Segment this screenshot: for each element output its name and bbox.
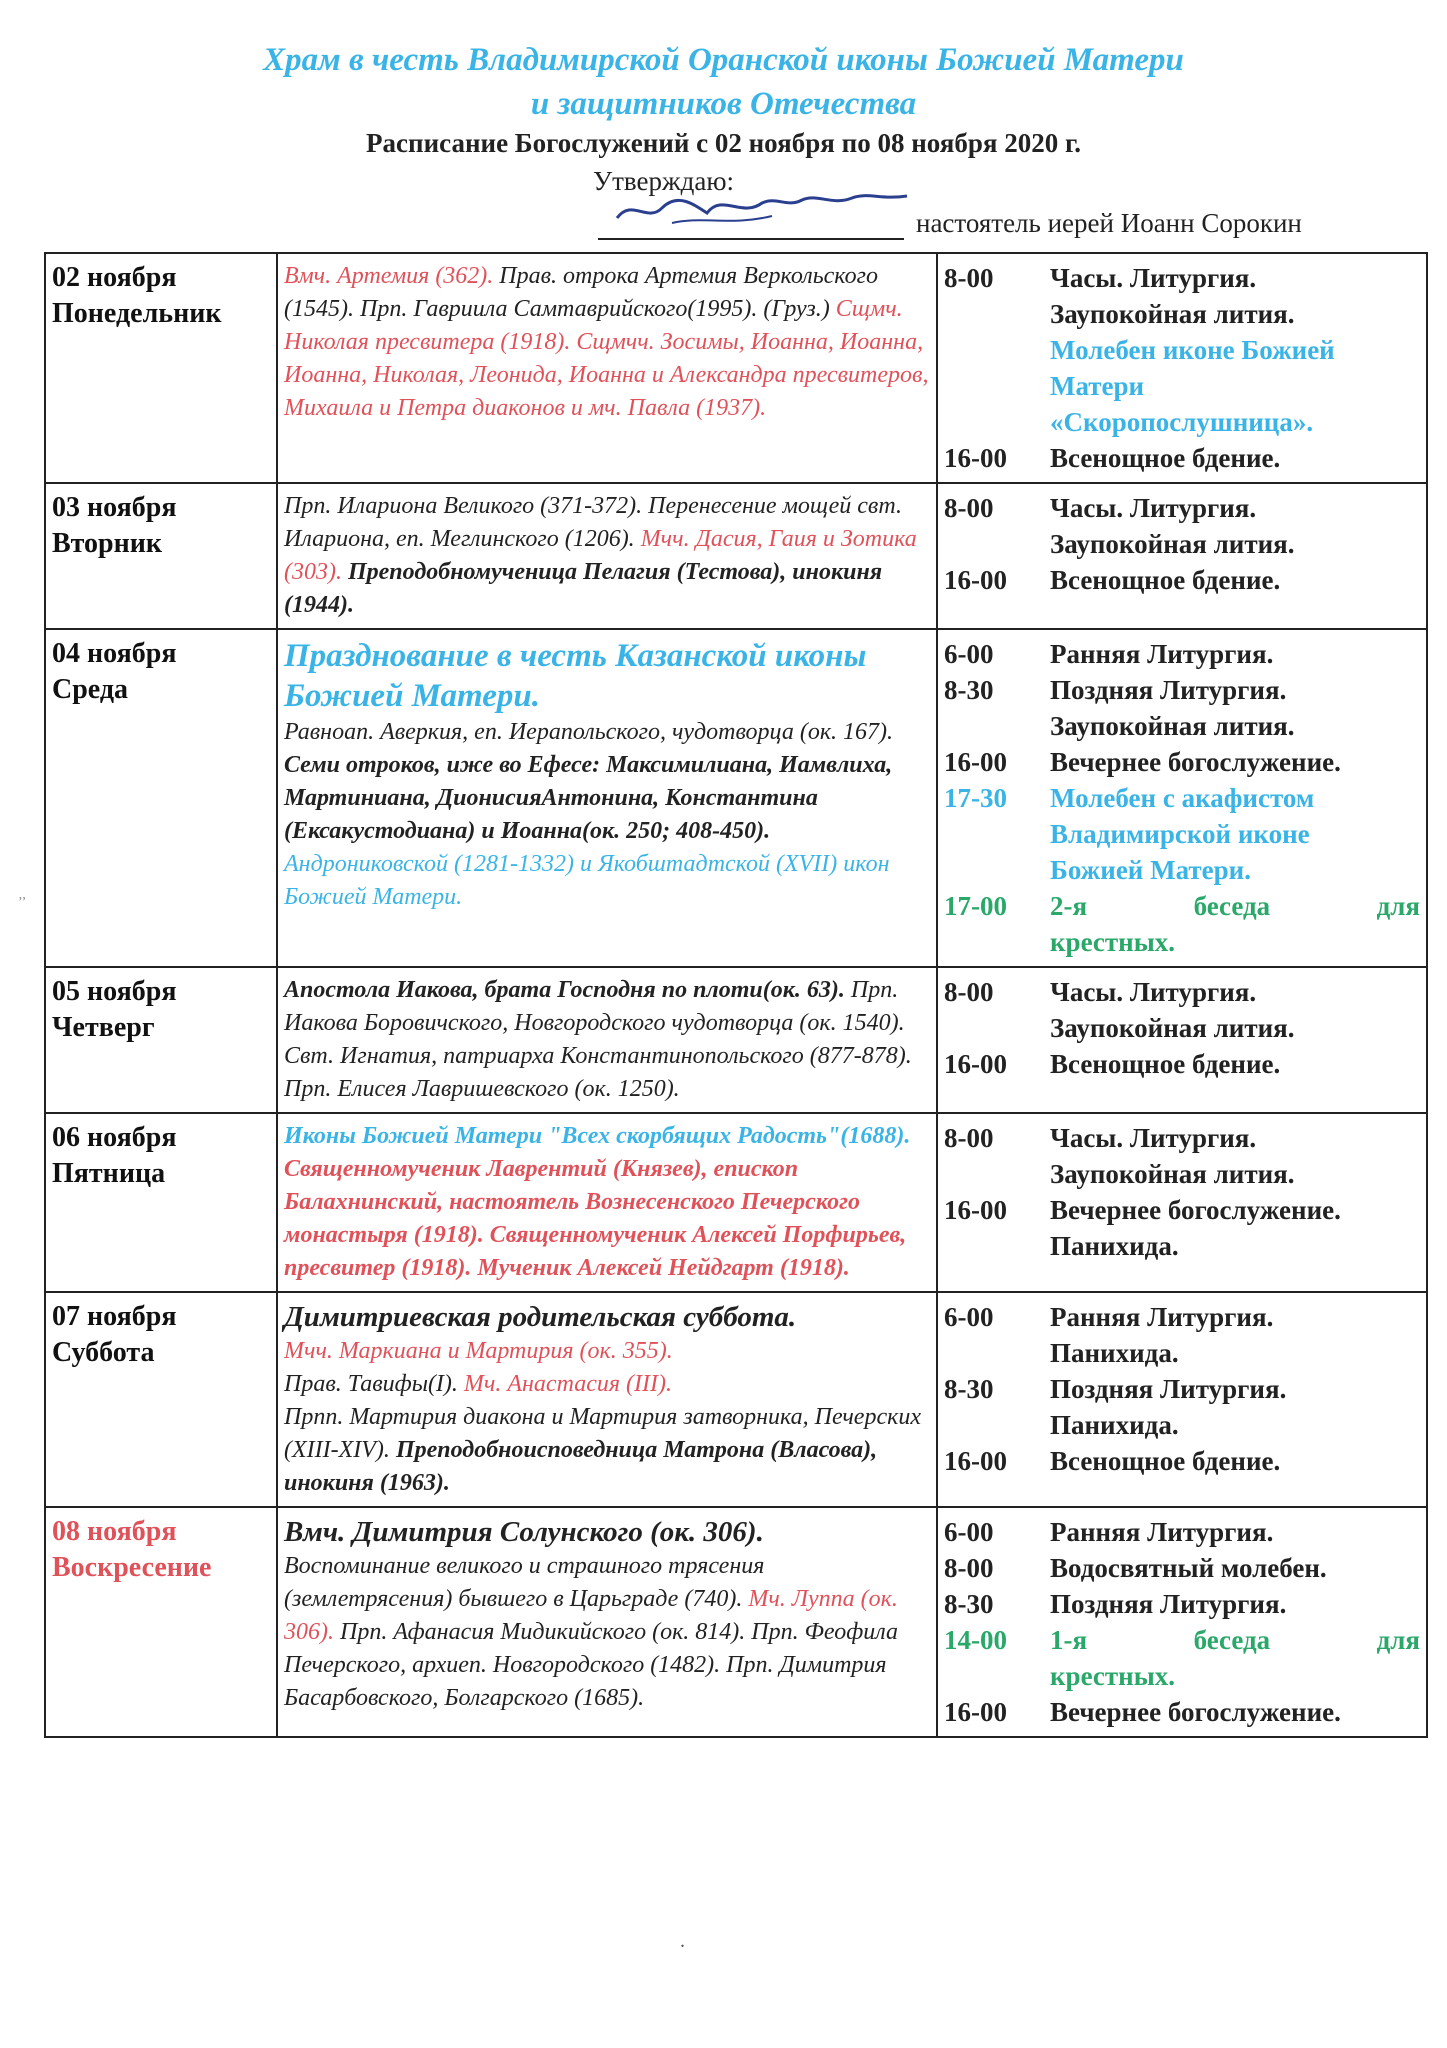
approve-label: Утверждаю:: [593, 166, 735, 196]
services-cell: [1044, 253, 1427, 483]
saint-text: Мч. Луппа (ок. 306).: [284, 1586, 898, 1645]
saint-text: Прп. Иакова Боровичского, Новгородского чудотворца (ок. 1540). Свт. Игнатия, патриарха Константинопольского (877-878). Прп. Елисея Лавришевского (ок. 1250).: [284, 977, 912, 1102]
day-date: 07 ноября: [52, 1301, 177, 1332]
saint-text: Димитриевская родительская суббота.: [284, 1301, 797, 1333]
service-time: [944, 852, 1038, 888]
service-name: Ранняя Литургия.: [1050, 1517, 1274, 1547]
services-cell: [1044, 1292, 1427, 1507]
service-name: Часы. Литургия.: [1050, 493, 1257, 523]
times-cell: [937, 967, 1044, 1113]
service-time: 16-00: [944, 747, 1007, 777]
saint-text: Мч. Анастасия (III).: [463, 1371, 672, 1397]
day-cell: [45, 629, 277, 967]
service-name: Матери: [1050, 371, 1145, 401]
day-cell: [45, 1113, 277, 1292]
service-name: Всенощное бдение.: [1050, 565, 1281, 595]
table-row: [45, 253, 1427, 483]
saint-text: Андрониковской (1281-1332) и Якобштадтской (XVII) икон Божией Матери.: [284, 851, 890, 910]
service-name: [1050, 888, 1420, 924]
service-time: [944, 924, 1038, 960]
service-name: Заупокойная лития.: [1050, 1159, 1295, 1189]
service-time: 6-00: [944, 1517, 994, 1547]
services-cell: [1044, 1113, 1427, 1292]
service-name: Молебен с акафистом: [1050, 783, 1315, 813]
service-time: [944, 1010, 1038, 1046]
service-name: Вечернее богослужение.: [1050, 1697, 1341, 1727]
service-time: 16-00: [944, 1049, 1007, 1079]
service-time: [944, 1228, 1038, 1264]
service-name: Панихида.: [1050, 1231, 1179, 1261]
service-time: [944, 1335, 1038, 1371]
day-weekday: Четверг: [52, 1012, 155, 1043]
service-name: Часы. Литургия.: [1050, 1123, 1257, 1153]
saint-text: Иконы Божией Матери "Всех скорбящих Радость"(1688).: [284, 1123, 911, 1149]
times-cell: [937, 1507, 1044, 1737]
service-time: 14-00: [944, 1625, 1007, 1655]
service-name: Всенощное бдение.: [1050, 1049, 1281, 1079]
service-time: 17-00: [944, 891, 1007, 921]
day-date: 08 ноября: [52, 1516, 177, 1547]
service-word: беседа: [1193, 891, 1271, 921]
service-time: [944, 332, 1038, 368]
times-cell: [937, 1113, 1044, 1292]
service-time: 8-00: [944, 263, 994, 293]
service-word: 2-я: [1050, 891, 1088, 921]
services-cell: [1044, 967, 1427, 1113]
service-name: [1050, 1622, 1420, 1658]
saint-text: Прп. Афанасия Мидикийского (ок. 814). Прп. Феофила Печерского, архиеп. Новгородского (1482). Прп. Димитрия Басарбовского, Болгарского (1685).: [284, 1619, 899, 1711]
saint-text: Преподобномученица Пелагия (Тестова), инокиня (1944).: [284, 559, 883, 618]
service-name: Поздняя Литургия.: [1050, 675, 1287, 705]
service-time: [944, 296, 1038, 332]
services-cell: [1044, 629, 1427, 967]
saints-cell: [277, 1113, 937, 1292]
table-row: [45, 1292, 1427, 1507]
service-name: крестных.: [1050, 927, 1176, 957]
service-time: 6-00: [944, 639, 994, 669]
saints-cell: [277, 967, 937, 1113]
schedule-table: [44, 252, 1428, 1738]
service-name: Ранняя Литургия.: [1050, 1302, 1274, 1332]
service-name: «Скоропослушница».: [1050, 407, 1314, 437]
signature-line: [598, 238, 904, 240]
service-time: [944, 368, 1038, 404]
table-row: [45, 1113, 1427, 1292]
service-time: 16-00: [944, 1195, 1007, 1225]
times-cell: [937, 629, 1044, 967]
service-name: Водосвятный молебен.: [1050, 1553, 1327, 1583]
service-name: Всенощное бдение.: [1050, 443, 1281, 473]
service-time: [944, 1658, 1038, 1694]
service-time: [944, 816, 1038, 852]
saints-cell: [277, 629, 937, 967]
saints-cell: [277, 1507, 937, 1737]
service-name: Часы. Литургия.: [1050, 977, 1257, 1007]
church-title-line1: Храм в честь Владимирской Оранской иконы Божией Матери: [263, 42, 1184, 78]
service-time: 8-00: [944, 1553, 994, 1583]
service-name: Владимирской иконе: [1050, 819, 1310, 849]
saints-cell: [277, 253, 937, 483]
saint-text: Мчч. Маркиана и Мартирия (ок. 355).: [284, 1338, 673, 1364]
service-time: 16-00: [944, 443, 1007, 473]
saint-text: Прп. Илариона Великого (371-372). Перенесение мощей свт. Илариона, еп. Меглинского (1206).: [284, 493, 902, 552]
service-time: 8-30: [944, 675, 994, 705]
times-cell: [937, 483, 1044, 629]
table-row: [45, 1507, 1427, 1737]
table-row: [45, 967, 1427, 1113]
times-cell: [937, 1292, 1044, 1507]
day-cell: [45, 1292, 277, 1507]
service-name: Панихида.: [1050, 1338, 1179, 1368]
day-cell: [45, 967, 277, 1113]
service-time: 16-00: [944, 1697, 1007, 1727]
saint-text: Мчч. Дасия, Гаия и Зотика (303).: [284, 526, 917, 585]
service-time: 16-00: [944, 565, 1007, 595]
day-date: 05 ноября: [52, 976, 177, 1007]
service-name: Часы. Литургия.: [1050, 263, 1257, 293]
service-name: Вечернее богослужение.: [1050, 747, 1341, 777]
service-time: 8-30: [944, 1374, 994, 1404]
day-date: 03 ноября: [52, 492, 177, 523]
service-word: для: [1376, 891, 1420, 921]
service-name: Заупокойная лития.: [1050, 1013, 1295, 1043]
services-cell: [1044, 483, 1427, 629]
table-row: [45, 483, 1427, 629]
service-name: Божией Матери.: [1050, 855, 1251, 885]
saints-cell: [277, 1292, 937, 1507]
day-weekday: Вторник: [52, 528, 163, 559]
service-time: 8-00: [944, 977, 994, 1007]
service-name: Заупокойная лития.: [1050, 711, 1295, 741]
service-word: для: [1376, 1625, 1420, 1655]
scan-mark: ’’: [18, 895, 27, 910]
saints-cell: [277, 483, 937, 629]
day-weekday: Понедельник: [52, 298, 222, 329]
saint-text: Прав. Тавифы(I).: [284, 1371, 464, 1397]
saint-text: Прпп. Мартирия диакона и Мартирия затворника, Печерских (XIII-XIV).: [284, 1404, 921, 1463]
day-date: 04 ноября: [52, 638, 177, 669]
service-name: Заупокойная лития.: [1050, 299, 1295, 329]
service-time: 8-00: [944, 493, 994, 523]
feast-title: Празднование в честь Казанской иконы Божией Матери.: [284, 638, 867, 714]
service-time: 17-30: [944, 783, 1007, 813]
service-time: 16-00: [944, 1446, 1007, 1476]
saint-text: Семи отроков, иже во Ефесе: Максимилиана, Иамвлиха, Мартиниана, ДионисияАнтонина, Константина (Ексакустодиана) и Иоанна(ок. 250; 408-450).: [284, 752, 893, 844]
saint-text: Вмч. Димитрия Солунского (ок. 306).: [284, 1516, 764, 1548]
day-weekday: Пятница: [52, 1158, 166, 1189]
service-name: Заупокойная лития.: [1050, 529, 1295, 559]
times-cell: [937, 253, 1044, 483]
day-cell: [45, 483, 277, 629]
day-weekday: Воскресение: [52, 1552, 212, 1583]
saint-text: Вмч. Артемия (362).: [284, 263, 494, 289]
service-time: 6-00: [944, 1302, 994, 1332]
saint-text: Апостола Иакова, брата Господня по плоти(ок. 63).: [284, 977, 845, 1003]
day-weekday: Суббота: [52, 1337, 155, 1368]
schedule-subtitle: Расписание Богослужений с 02 ноября по 08 ноября 2020 г.: [366, 128, 1081, 158]
service-name: Всенощное бдение.: [1050, 1446, 1281, 1476]
service-name: Молебен иконе Божией: [1050, 335, 1335, 365]
service-time: 8-00: [944, 1123, 994, 1153]
service-time: [944, 526, 1038, 562]
service-word: беседа: [1193, 1625, 1271, 1655]
day-date: 06 ноября: [52, 1122, 177, 1153]
saint-text: Сщмч. Николая пресвитера (1918). Сщмчч. Зосимы, Иоанна, Иоанна, Иоанна, Николая, Леонида, Иоанна и Александра пресвитеров, Михаила и Петра диаконов и мч. Павла (1937).: [284, 296, 929, 421]
service-name: Поздняя Литургия.: [1050, 1374, 1287, 1404]
saint-text: Преподобноисповедница Матрона (Власова), инокиня (1963).: [284, 1437, 878, 1496]
service-name: Поздняя Литургия.: [1050, 1589, 1287, 1619]
day-cell: [45, 1507, 277, 1737]
service-time: [944, 404, 1038, 440]
service-time: [944, 1407, 1038, 1443]
day-weekday: Среда: [52, 674, 129, 705]
service-time: 8-30: [944, 1589, 994, 1619]
church-title-line2: и защитников Отечества: [530, 86, 917, 122]
rector-name: настоятель иерей Иоанн Сорокин: [916, 208, 1302, 238]
saint-text: Воспоминание великого и страшного трясения (землетрясения) бывшего в Царьграде (740).: [284, 1553, 765, 1612]
service-word: 1-я: [1050, 1625, 1088, 1655]
table-row: [45, 629, 1427, 967]
service-name: Ранняя Литургия.: [1050, 639, 1274, 669]
saint-text: Прав. отрока Артемия Веркольского (1545). Прп. Гавриила Самтаврийского(1995). (Груз.): [284, 263, 878, 322]
day-cell: [45, 253, 277, 483]
service-time: [944, 1156, 1038, 1192]
signature-icon: [612, 178, 912, 238]
service-name: Панихида.: [1050, 1410, 1179, 1440]
service-name: крестных.: [1050, 1661, 1176, 1691]
saint-text: Равноап. Аверкия, еп. Иерапольского, чудотворца (ок. 167).: [284, 719, 894, 745]
service-time: [944, 708, 1038, 744]
scan-dot: .: [680, 1930, 685, 1952]
day-date: 02 ноября: [52, 262, 177, 293]
service-name: Вечернее богослужение.: [1050, 1195, 1341, 1225]
services-cell: [1044, 1507, 1427, 1737]
saint-text: Священномученик Лаврентий (Князев), епископ Балахнинский, настоятель Вознесенского Печерского монастыря (1918). Священномученик Алексей Порфирьев, пресвитер (1918). Мученик Алексей Нейдгарт (1918).: [284, 1156, 907, 1281]
